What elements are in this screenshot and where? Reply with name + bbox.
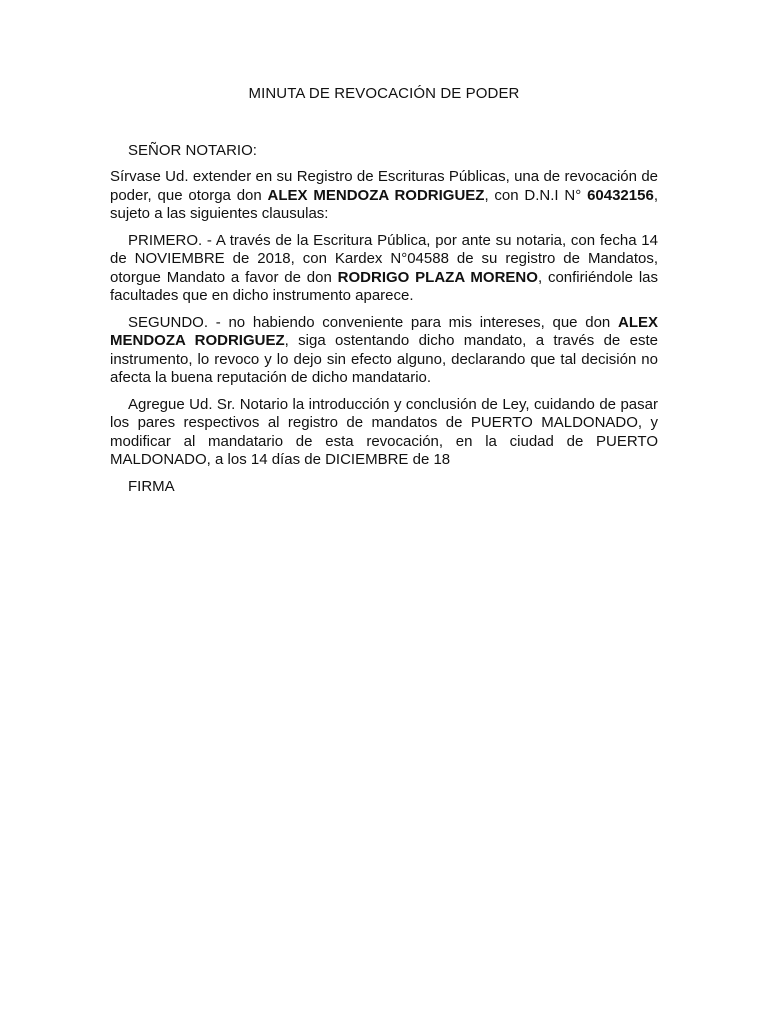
paragraph-intro	[110, 168, 658, 224]
grantor-name-repeat: ALEX MENDOZA RODRIGUEZ	[110, 313, 658, 349]
document-body	[110, 168, 658, 496]
paragraph-closing: Agregue Ud. Sr. Notario la introducción y conclusión de Ley, cuidando de pasar los pares respectivos al registro de mandatos de PUERTO MALDONADO, y modificar al mandatario de esta revocación, en la ciudad de PUERTO MALDONADO, a los 14 días de DICIEMBRE de 18	[110, 395, 658, 468]
paragraph-primero	[110, 232, 658, 306]
paragraph-intro-text-a: Sírvase Ud. extender en su Registro de Escrituras Públicas, una de revocación de poder, que otorga don	[110, 168, 658, 204]
salutation: SEÑOR NOTARIO:	[128, 142, 257, 159]
document-title: MINUTA DE REVOCACIÓN DE PODER	[248, 85, 520, 102]
signature-label: FIRMA	[128, 477, 175, 495]
paragraph-primero-text-a: PRIMERO. - A través de la Escritura Pública, por ante su notaria, con fecha 14 de NOVIEMBRE de 2018, con Kardex N°04588 de su registro de Mandatos, otorgue Mandato a favor de don	[110, 231, 658, 286]
paragraph-segundo-text-a: SEGUNDO. - no habiendo conveniente para mis intereses, que don	[128, 313, 618, 331]
paragraph-segundo-text-b: , siga ostentando dicho mandato, a través de este instrumento, lo revoco y lo dejo sin efecto alguno, declarando que tal decisión no afecta la buena reputación de dicho mandatario.	[110, 332, 658, 386]
paragraph-segundo	[110, 314, 658, 388]
paragraph-intro-text-c: , sujeto a las siguientes clausulas:	[110, 186, 658, 222]
dni-number: 60432156	[587, 186, 654, 204]
paragraph-intro-text-b: , con D.N.I N°	[484, 186, 588, 204]
grantor-name: ALEX MENDOZA RODRIGUEZ	[267, 186, 485, 204]
paragraph-primero-text-b: , confiriéndole las facultades que en dicho instrumento aparece.	[110, 268, 659, 304]
agent-name: RODRIGO PLAZA MORENO	[337, 268, 538, 286]
